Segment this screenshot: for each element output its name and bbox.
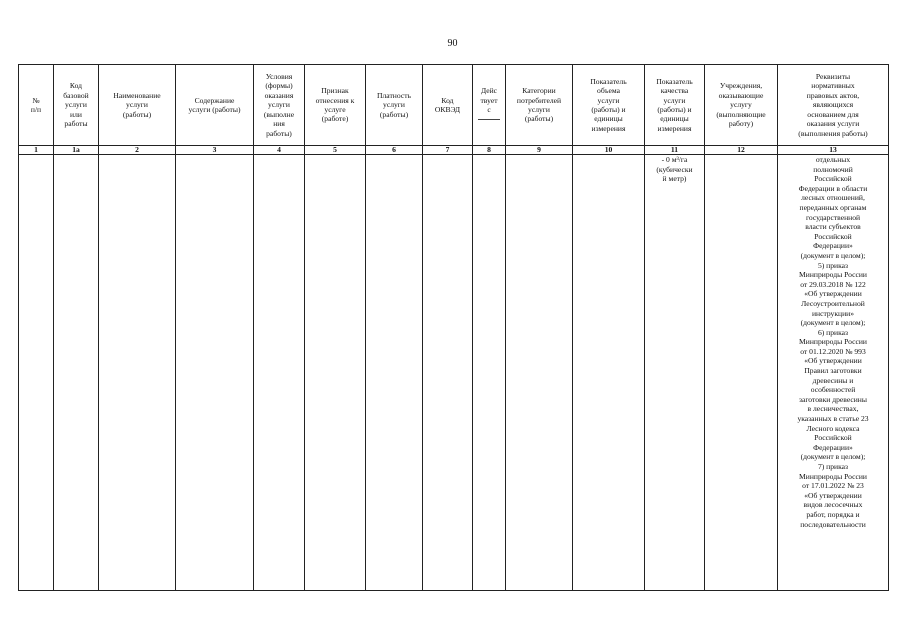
table-row [19,155,889,591]
header-cell: Учреждения, оказывающие услугу (выполняющие работу) [705,65,778,146]
column-number: 1 [19,146,54,155]
header-cell: Наименование услуги (работы) [99,65,176,146]
table-cell [705,155,778,591]
table-cell [506,155,573,591]
table-cell [54,155,99,591]
header-row [19,65,889,146]
header-cell: Условия (формы) оказания услуги (выполне ния работы) [254,65,305,146]
page-number: 90 [447,38,458,49]
underline-mark [478,119,500,120]
table-cell [305,155,366,591]
header-cell: Код ОКВЭД [423,65,473,146]
header-cell: № п/п [19,65,54,146]
header-cell-text: Дейс твует с [480,86,498,114]
column-number: 3 [176,146,254,155]
table-cell [254,155,305,591]
column-number: 7 [423,146,473,155]
header-cell: Код базовой услуги или работы [54,65,99,146]
column-number: 11 [645,146,705,155]
table-cell [573,155,645,591]
services-registry-table [18,64,889,591]
column-number: 4 [254,146,305,155]
quality-indicator-cell: - 0 м³/га (кубически й метр) [645,155,705,591]
column-number: 6 [366,146,423,155]
table-cell [473,155,506,591]
column-number: 2 [99,146,176,155]
column-number: 8 [473,146,506,155]
table-cell [19,155,54,591]
column-number: 12 [705,146,778,155]
header-cell: Показатель объема услуги (работы) и единицы измерения [573,65,645,146]
header-cell: Содержание услуги (работы) [176,65,254,146]
legal-acts-cell: отдельных полномочий Российской Федерации в области лесных отношений, переданных органам государственной власти субъектов Российской Федерации» (документ в целом); 5) приказ Минприроды России от 29.03.2018 № 122 «Об утверждении Лесоустроительной инструкции» (документ в целом); 6) приказ Минприроды России от 01.12.2020 № 993 «Об утверждении Правил заготовки древесины и особенностей заготовки древесины в лесничествах, указанных в статье 23 Лесного кодекса Российской Федерации» (документ в целом); 7) приказ Минприроды России от 17.01.2022 № 23 «Об утверждении видов лесосечных работ, порядка и последовательности [778,155,889,591]
header-cell: Категории потребителей услуги (работы) [506,65,573,146]
header-cell: Реквизиты нормативных правовых актов, являющихся основанием для оказания услуги (выполнения работы) [778,65,889,146]
column-number: 13 [778,146,889,155]
header-cell: Показатель качества услуги (работы) и единицы измерения [645,65,705,146]
header-cell: Признак отнесения к услуге (работе) [305,65,366,146]
table-cell [423,155,473,591]
column-number: 1а [54,146,99,155]
table-cell [366,155,423,591]
column-number-row [19,146,889,155]
column-number: 5 [305,146,366,155]
column-number: 9 [506,146,573,155]
table-cell [176,155,254,591]
table-cell [99,155,176,591]
header-cell-valid-from [473,65,506,146]
column-number: 10 [573,146,645,155]
header-cell: Платность услуги (работы) [366,65,423,146]
